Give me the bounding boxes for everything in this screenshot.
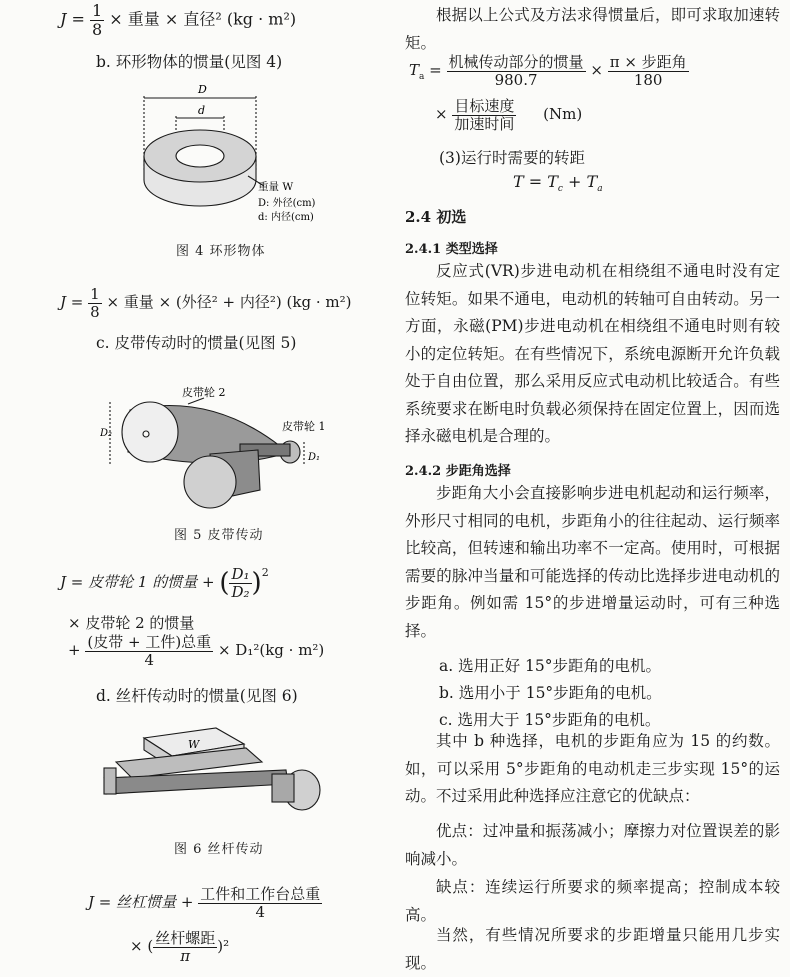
figure-4-caption: 图 4 环形物体	[176, 244, 266, 259]
item-b-heading: b. 环形物体的惯量(见图 4)	[96, 53, 283, 71]
pros-paragraph: 优点：过冲量和振荡减小；摩擦力对位置误差的影响减小。	[405, 822, 780, 868]
formula-screw-line2: × ( $\frac{\text{丝杆螺距}}{\pi}$ )²	[130, 929, 230, 965]
fraction: $\frac{\text{机械传动部分的惯量}}{980.7}$	[448, 53, 584, 89]
formula-solid-cylinder	[60, 2, 296, 38]
fraction: $\frac{\text{目标速度}}{\text{加速时间}}$	[454, 97, 515, 133]
option-b: b. 选用小于 15°步距角的电机。	[439, 684, 662, 702]
pulley-2-hub	[143, 431, 149, 437]
pulley-2	[122, 402, 178, 462]
formula-lhs: J =	[60, 9, 85, 29]
formula-belt-line3: + $\frac{\text{(皮带 + 工件)总重}}{4}$ × D₁²(kg · m²)	[68, 633, 325, 669]
option-c: c. 选用大于 15°步距角的电机。	[439, 711, 661, 729]
formula-ring: J = $\frac{1}{8}$ × 重量 × (外径² + 内径²) (kg · m²)	[60, 285, 352, 321]
label-inner: d: 内径(cm)	[258, 212, 314, 223]
item-c-heading: c. 皮带传动时的惯量(见图 5)	[96, 334, 297, 352]
label-d: d	[198, 104, 206, 117]
fraction: $\frac{\text{工件和工作台总重}}{4}$	[200, 885, 321, 921]
section-2-4-2-heading: 2.4.2 步距角选择	[405, 464, 511, 479]
right-column	[395, 0, 790, 974]
cons-paragraph: 缺点：连续运行所要求的频率提高；控制成本较高。	[405, 878, 780, 924]
bearing	[104, 768, 116, 794]
formula-total-torque: $T = T_c + T_a$	[513, 172, 603, 195]
fraction: $\frac{\text{丝杆螺距}}{\pi}$	[155, 929, 216, 965]
formula-screw: J = 丝杠惯量 + $\frac{\text{工件和工作台总重}}{4}$	[88, 885, 321, 921]
motor-flange	[272, 774, 294, 802]
label-W: W	[188, 738, 200, 751]
intro-paragraph: 根据以上公式及方法求得惯量后，即可求取加速转矩。	[405, 6, 780, 52]
figure-6-screw	[96, 718, 326, 818]
figure-4-ring	[140, 80, 330, 230]
fraction: $\frac{1}{8}$	[90, 285, 100, 321]
step-angle-paragraph: 步距角大小会直接影响步进电机起动和运行频率，外形尺寸相同的电机，步距角小的往往起动、运行频率比较高，但转速和输出功率不一定高。使用时，可根据需要的脉冲当量和可能选择的传动比选择步进电动机的步距角。例如需 15°的步进增量运动时，可有三种选择。	[405, 484, 780, 640]
figure-5-caption: 图 5 皮带传动	[174, 528, 264, 543]
label-pulley-2: 皮带轮 2	[182, 386, 226, 399]
fraction: $\frac{\text{π × 步距角}}{180}$	[609, 53, 687, 89]
ring-hole	[176, 145, 224, 167]
figure-5-belt	[100, 382, 340, 512]
label-weight: 重量 W	[258, 181, 294, 193]
formula-rhs: × 重量 × 直径² (kg · m²)	[109, 9, 297, 29]
formula-acceleration-torque-line2: × $\frac{\text{目标速度}}{\text{加速时间}}$ (Nm)	[435, 97, 583, 133]
item-3-heading: (3)运行时需要的转距	[439, 149, 585, 167]
left-column	[0, 0, 390, 974]
label-pulley-1: 皮带轮 1	[282, 420, 326, 433]
section-2-4-heading: 2.4 初选	[405, 208, 467, 226]
figure-6-caption: 图 6 丝杆传动	[174, 842, 264, 857]
type-selection-paragraph: 反应式(VR)步进电动机在相绕组不通电时没有定位转矩。如果不通电，电动机的转轴可自由转动。另一方面，永磁(PM)步进电动机在相绕组不通电时则有较小的定位转矩。在有些情况下，系统电源断开允许负载处于自由位置，那么采用反应式电动机比较适合。有些系统要求在断电时负载必须保持在固定位置上，因而选择永磁电机是合理的。	[405, 262, 780, 445]
label-D1: D₁	[308, 452, 321, 463]
fraction: $\frac{\text{(皮带 + 工件)总重}}{4}$	[87, 633, 212, 669]
formula-belt-line1: J = 皮带轮 1 的惯量 + ( $\frac{\text{D₁}}{\text{D₂}}$ )$^2$	[60, 565, 269, 601]
motor-body	[184, 456, 236, 508]
formula-belt-line2: × 皮带轮 2 的惯量	[68, 614, 195, 632]
fraction: $\frac{\text{D₁}}{\text{D₂}}$	[231, 565, 250, 601]
closing-paragraph: 当然，有些情况所要求的步距增量只能用几步实现。	[405, 926, 780, 972]
fraction: $\frac{1}{8}$	[92, 1, 103, 39]
label-D: D	[198, 83, 207, 96]
label-D2: D₂	[100, 428, 113, 439]
item-d-heading: d. 丝杆传动时的惯量(见图 6)	[96, 687, 298, 705]
section-2-4-1-heading: 2.4.1 类型选择	[405, 242, 498, 257]
formula-acceleration-torque: $T_a$ = $\frac{\text{机械传动部分的惯量}}{980.7}$ × $\frac{\text{π × 步距角}}{180}$	[409, 53, 687, 89]
option-b-discussion: 其中 b 种选择，电机的步距角应为 15 的约数。如，可以采用 5°步距角的电动机走三步实现 15°的运动。不过采用此种选择应注意它的优缺点：	[405, 732, 780, 805]
label-outer: D: 外径(cm)	[258, 198, 316, 209]
option-a: a. 选用正好 15°步距角的电机。	[439, 657, 661, 675]
